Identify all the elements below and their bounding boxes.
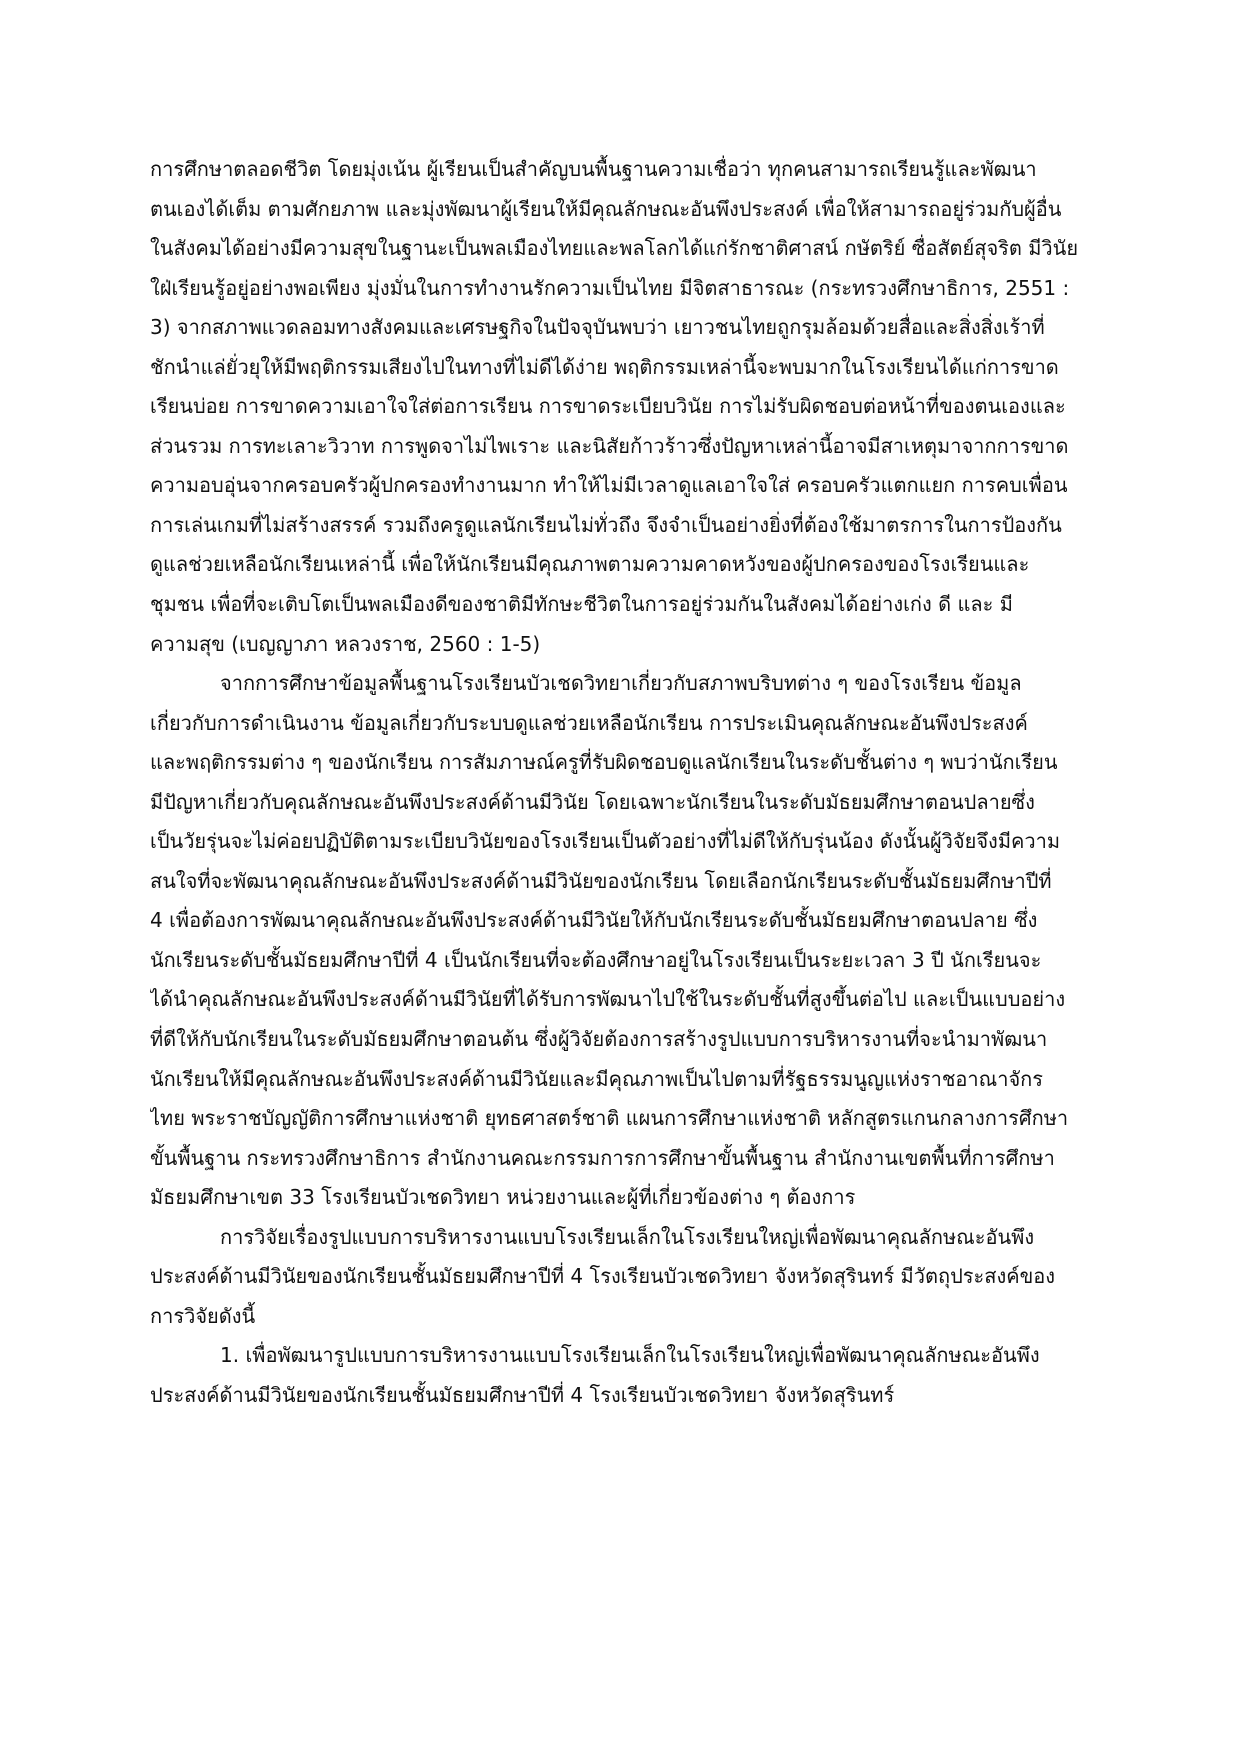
body-text	[150, 150, 1090, 1416]
text-line: ชักนำแล่ยั่วยุให้มีพฤติกรรมเสียงไปในทางที่ไม่ดีได้ง่าย พฤติกรรมเหล่านี้จะพบมากในโรงเรียนได้แก่การขาด	[150, 354, 1059, 379]
paragraph-first-line: จากการศึกษาข้อมูลพื้นฐานโรงเรียนบัวเชดวิทยาเกี่ยวกับสภาพบริบทต่าง ๆ ของโรงเรียน ข้อมูล	[220, 671, 1022, 696]
text-line: การเล่นเกมที่ไม่สร้างสรรค์ รวมถึงครูดูแลนักเรียนไม่ทั่วถึง จึงจำเป็นอย่างยิ่งที่ต้องใช้มาตรการในการป้องกัน	[150, 512, 1062, 537]
text-line: ตนเองได้เต็ม ตามศักยภาพ และมุ่งพัฒนาผู้เรียนให้มีคุณลักษณะอันพึงประสงค์ เพื่อให้สามารถอยู่ร่วมกับผู้อื่น	[150, 196, 1062, 221]
text-line: นักเรียนให้มีคุณลักษณะอันพึงประสงค์ด้านมีวินัยและมีคุณภาพเป็นไปตามที่รัฐธรรมนูญแห่งราชอาณาจักร	[150, 1066, 1044, 1091]
objective-item: 1. เพื่อพัฒนารูปแบบการบริหารงานแบบโรงเรียนเล็กในโรงเรียนใหญ่เพื่อพัฒนาคุณลักษณะอันพึง	[220, 1343, 1040, 1368]
text-line: เรียนบ่อย การขาดความเอาใจใส่ต่อการเรียน การขาดระเบียบวินัย การไม่รับผิดชอบต่อหน้าที่ของตนเองและ	[150, 394, 1066, 419]
text-line: การวิจัยดังนี้	[150, 1303, 256, 1328]
text-line: ไทย พระราชบัญญัติการศึกษาแห่งชาติ ยุทธศาสตร์ชาติ แผนการศึกษาแห่งชาติ หลักสูตรแกนกลางการศึกษา	[150, 1106, 1069, 1131]
text-line: การศึกษาตลอดชีวิต โดยมุ่งเน้น ผู้เรียนเป็นสำคัญบนพื้นฐานความเชื่อว่า ทุกคนสามารถเรียนรู้และพัฒนา	[150, 157, 1037, 181]
text-line: ดูแลช่วยเหลือนักเรียนเหล่านี้ เพื่อให้นักเรียนมีคุณภาพตามความคาดหวังของผู้ปกครองของโรงเรียนและ	[150, 552, 1030, 577]
text-line: สนใจที่จะพัฒนาคุณลักษณะอันพึงประสงค์ด้านมีวินัยของนักเรียน โดยเลือกนักเรียนระดับชั้นมัธยมศึกษาปีที่	[150, 868, 1052, 893]
text-line: ที่ดีให้กับนักเรียนในระดับมัธยมศึกษาตอนต้น ซึ่งผู้วิจัยต้องการสร้างรูปแบบการบริหารงานที่จะนำมาพัฒนา	[150, 1027, 1048, 1052]
text-line: ในสังคมได้อย่างมีความสุขในฐานะเป็นพลเมืองไทยและพลโลกได้แก่รักชาติศาสน์ กษัตริย์ ซื่อสัตย์สุจริต มีวินัย	[150, 236, 1079, 261]
text-line: เป็นวัยรุ่นจะไม่ค่อยปฏิบัติตามระเบียบวินัยของโรงเรียนเป็นตัวอย่างที่ไม่ดีให้กับรุ่นน้อง ดังนั้นผู้วิจัยจึงมีความ	[150, 829, 1061, 854]
text-line: มีปัญหาเกี่ยวกับคุณลักษณะอันพึงประสงค์ด้านมีวินัย โดยเฉพาะนักเรียนในระดับมัธยมศึกษาตอนปลายซึ่ง	[150, 789, 1035, 814]
text-line: มัธยมศึกษาเขต 33 โรงเรียนบัวเชดวิทยา หน่วยงานและผู้ที่เกี่ยวข้องต่าง ๆ ต้องการ	[150, 1185, 856, 1210]
text-line: นักเรียนระดับชั้นมัธยมศึกษาปีที่ 4 เป็นนักเรียนที่จะต้องศึกษาอยู่ในโรงเรียนเป็นระยะเวลา 3 ปี นักเรียนจะ	[150, 947, 1042, 972]
text-line: 3) จากสภาพแวดลอมทางสังคมและเศรษฐกิจในปัจจุบันพบว่า เยาวชนไทยถูกรุมล้อมด้วยสื่อและสิ่งสิ่งเร้าที่	[150, 315, 1045, 340]
text-line: เกี่ยวกับการดำเนินงาน ข้อมูลเกี่ยวกับระบบดูแลช่วยเหลือนักเรียน การประเมินคุณลักษณะอันพึงประสงค์	[150, 710, 1028, 735]
text-line: ใฝ่เรียนรู้อยู่อย่างพอเพียง มุ่งมั่นในการทำงานรักความเป็นไทย มีจิตสาธารณะ (กระทรวงศึกษาธิการ, 2551 :	[150, 275, 1070, 300]
text-line: ส่วนรวม การทะเลาะวิวาท การพูดจาไม่ไพเราะ และนิสัยก้าวร้าวซึ่งปัญหาเหล่านี้อาจมีสาเหตุมาจากการขาด	[150, 433, 1069, 458]
text-line: ประสงค์ด้านมีวินัยของนักเรียนชั้นมัธยมศึกษาปีที่ 4 โรงเรียนบัวเชดวิทยา จังหวัดสุรินทร์ มีวัตถุประสงค์ของ	[150, 1264, 1056, 1289]
paragraph-first-line: การวิจัยเรื่องรูปแบบการบริหารงานแบบโรงเรียนเล็กในโรงเรียนใหญ่เพื่อพัฒนาคุณลักษณะอันพึง	[220, 1224, 1035, 1249]
text-line: ความอบอุ่นจากครอบครัวผู้ปกครองทำงานมาก ทำให้ไม่มีเวลาดูแลเอาใจใส่ ครอบครัวแตกแยก การคบเพื่อน	[150, 473, 1068, 498]
text-line: ขั้นพื้นฐาน กระทรวงศึกษาธิการ สำนักงานคณะกรรมการการศึกษาขั้นพื้นฐาน สำนักงานเขตพื้นที่การศึกษา	[150, 1145, 1055, 1170]
text-line: ได้นำคุณลักษณะอันพึงประสงค์ด้านมีวินัยที่ได้รับการพัฒนาไปใช้ในระดับชั้นที่สูงขึ้นต่อไป และเป็นแบบอย่าง	[150, 987, 1066, 1012]
text-line: 4 เพื่อต้องการพัฒนาคุณลักษณะอันพึงประสงค์ด้านมีวินัยให้กับนักเรียนระดับชั้นมัธยมศึกษาตอนปลาย ซึ่ง	[150, 908, 1038, 933]
text-line: ความสุข (เบญญาภา หลวงราช, 2560 : 1-5)	[150, 631, 541, 656]
text-line: และพฤติกรรมต่าง ๆ ของนักเรียน การสัมภาษณ์ครูที่รับผิดชอบดูแลนักเรียนในระดับชั้นต่าง ๆ พบว่านักเรียน	[150, 750, 1058, 775]
text-line: ชุมชน เพื่อที่จะเติบโตเป็นพลเมืองดีของชาติมีทักษะชีวิตในการอยู่ร่วมกันในสังคมได้อย่างเก่ง ดี และ มี	[150, 592, 1013, 617]
text-line: ประสงค์ด้านมีวินัยของนักเรียนชั้นมัธยมศึกษาปีที่ 4 โรงเรียนบัวเชดวิทยา จังหวัดสุรินทร์	[150, 1382, 895, 1407]
